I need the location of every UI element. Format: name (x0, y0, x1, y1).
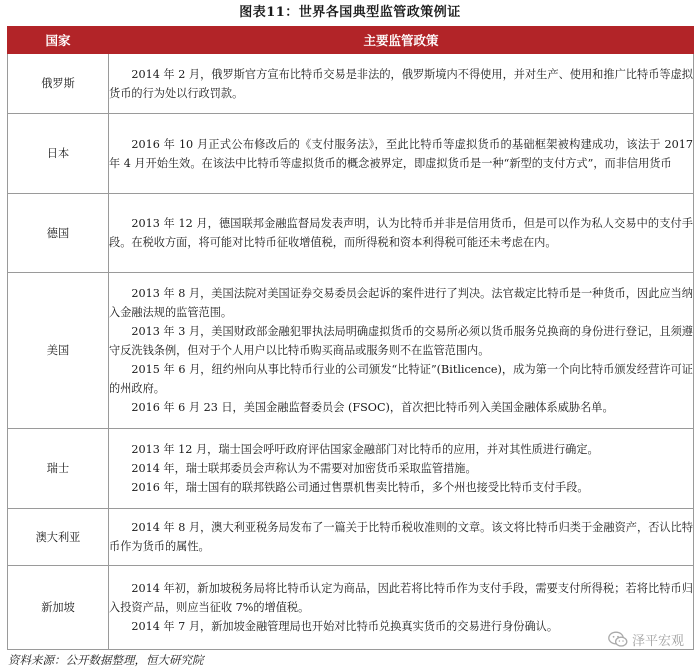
header-policy: 主要监管政策 (109, 27, 694, 54)
policy-paragraph: 2014 年 7 月，新加坡金融管理局也开始对比特币兑换真实货币的交易进行身份确认。 (131, 620, 559, 633)
country-singapore: 新加坡 (8, 566, 109, 650)
table-title: 图表11：世界各国典型监管政策例证 (239, 5, 461, 20)
policy-paragraph: 2014 年初，新加坡税务局将比特币认定为商品，因此若将比特币作为支付手段，需要支付所得税；若将比特币归入投资产品，则应当征收 7%的增值税。 (109, 582, 693, 614)
policy-paragraph: 2013 年 8 月，美国法院对美国证券交易委员会起诉的案件进行了判决。法官裁定比特币是一种货币，因此应当纳入金融法规的监管范围。 (109, 287, 693, 319)
policy-singapore (109, 566, 694, 650)
table-row-russia (8, 54, 694, 114)
watermark (608, 629, 684, 649)
table-row-singapore (8, 566, 694, 650)
policy-japan (109, 114, 694, 194)
source-note: 资料来源：公开数据整理，恒大研究院 (8, 653, 204, 667)
header-country: 国家 (8, 27, 109, 54)
policy-paragraph: 2013 年 12 月，瑞士国会呼吁政府评估国家金融部门对比特币的应用，并对其性质进行确定。 (131, 443, 599, 456)
country-russia: 俄罗斯 (8, 54, 109, 114)
country-germany: 德国 (8, 194, 109, 273)
country-switzerland: 瑞士 (8, 429, 109, 509)
policy-paragraph: 2015 年 6 月，纽约州向从事比特币行业的公司颁发“比特证”(Bitlicence)，成为第一个向比特币颁发经营许可证的州政府。 (109, 363, 693, 395)
table-header-row (8, 27, 694, 54)
table-row-japan (8, 114, 694, 194)
country-japan: 日本 (8, 114, 109, 194)
table-row-usa (8, 273, 694, 429)
policy-table (7, 26, 694, 650)
policy-germany (109, 194, 694, 273)
wechat-icon (608, 631, 628, 648)
policy-paragraph: 2013 年 12 月，德国联邦金融监督局发表声明，认为比特币并非是信用货币，但是可以作为私人交易中的支付手段。在税收方面，将可能对比特币征收增值税，而所得税和资本利得税可能还未考虑在内。 (109, 217, 693, 249)
policy-australia (109, 509, 694, 566)
table-row-germany (8, 194, 694, 273)
policy-russia (109, 54, 694, 114)
policy-paragraph: 2014 年，瑞士联邦委员会声称认为不需要对加密货币采取监管措施。 (131, 462, 477, 475)
policy-paragraph: 2014 年 8 月，澳大利亚税务局发布了一篇关于比特币税收准则的文章。该文将比特币归类于金融资产，否认比特币作为货币的属性。 (109, 521, 693, 553)
country-usa: 美国 (8, 273, 109, 429)
policy-paragraph: 2016 年 6 月 23 日，美国金融监督委员会 (FSOC)，首次把比特币列入美国金融体系威胁名单。 (131, 401, 614, 414)
policy-paragraph: 2016 年 10 月正式公布修改后的《支付服务法》，至此比特币等虚拟货币的基础框架被构建成功，该法于 2017 年 4 月开始生效。在该法中比特币等虚拟货币的概念被界定，即虚拟货币是一种“新型的支付方式”，而非信用货币 (109, 137, 693, 170)
policy-switzerland (109, 429, 694, 509)
country-australia: 澳大利亚 (8, 509, 109, 566)
policy-paragraph: 2013 年 3 月，美国财政部金融犯罪执法局明确虚拟货币的交易所必须以货币服务兑换商的身份进行登记，且须遵守反洗钱条例，但对于个人用户以比特币购买商品或服务则不在监管范围内。 (109, 325, 693, 357)
table-row-australia (8, 509, 694, 566)
table-row-switzerland (8, 429, 694, 509)
policy-usa (109, 273, 694, 429)
policy-paragraph: 2014 年 2 月，俄罗斯官方宣布比特币交易是非法的，俄罗斯境内不得使用，并对生产、使用和推广比特币等虚拟货币的行为处以行政罚款。 (109, 67, 693, 100)
policy-paragraph: 2016 年，瑞士国有的联邦铁路公司通过售票机售卖比特币，多个州也接受比特币支付手段。 (131, 481, 589, 494)
watermark-text: 泽平宏观 (631, 633, 684, 649)
